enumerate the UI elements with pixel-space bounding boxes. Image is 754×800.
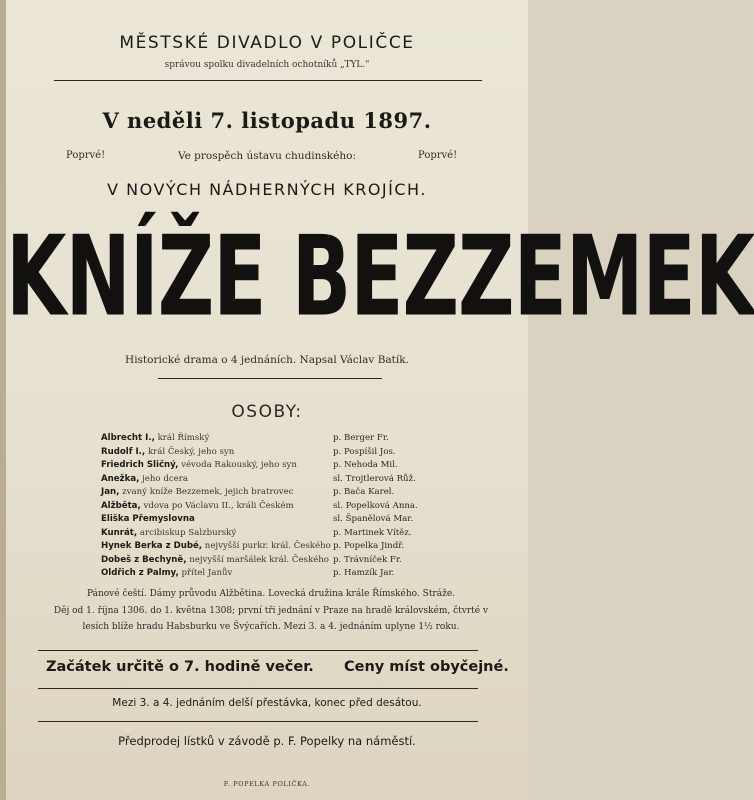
ticket-prices: Ceny míst obyčejné. <box>344 659 509 675</box>
cast-row <box>101 500 481 514</box>
role-description: zvaný kníže Bezzemek, jejich bratrovec <box>122 487 294 497</box>
cast-role <box>101 432 209 446</box>
cast-role <box>101 567 232 581</box>
role-name: Alžběta, <box>101 500 141 511</box>
divider <box>38 650 478 651</box>
cast-role <box>101 459 297 473</box>
role-name: Anežka, <box>101 473 140 484</box>
role-name: Rudolf I., <box>101 446 146 457</box>
costumes-line: V NOVÝCH NÁDHERNÝCH KROJÍCH. <box>107 180 427 199</box>
play-subtitle: Historické drama o 4 jednáních. Napsal Václav Batík. <box>125 354 409 366</box>
actor-name: p. Nehoda Mil. <box>333 460 398 470</box>
cast-role <box>101 500 294 514</box>
role-description: arcibiskup Salzburský <box>139 527 237 538</box>
benefit-line: Ve prospěch ústavu chudinského: <box>177 150 357 162</box>
divider <box>38 688 478 689</box>
role-description: král Český, jeho syn <box>147 446 235 457</box>
cast-row <box>101 473 481 487</box>
role-description: vévoda Rakouský, jeho syn <box>181 460 297 470</box>
role-description: nejvyšší purkr. král. Českého <box>204 541 331 551</box>
cast-role <box>101 554 329 568</box>
actor-name: p. Martinek Vítěz. <box>333 527 412 538</box>
role-name: Oldřich z Palmy, <box>101 568 179 578</box>
extras-note: Pánové čeští. Dámy průvodu Alžbětina. Lovecká družina krále Římského. Stráže. <box>86 589 456 599</box>
cast-row <box>101 432 481 446</box>
actor-name: p. Pospíšil Jos. <box>333 446 396 457</box>
setting-note: Děj od 1. října 1306. do 1. května 1308; první tři jednání v Praze na hradě královském, čtvrté v lesích blíže hradu Habsburku ve Švýcařích. Mezi 3. a 4. jednáním uplyne 1½ roku. <box>53 606 489 632</box>
cast-role <box>101 540 331 554</box>
premiere-label-left: Poprvé! <box>66 150 106 161</box>
cast-row <box>101 513 481 527</box>
role-name: Jan, <box>101 487 120 497</box>
divider <box>158 378 382 379</box>
role-name: Hynek Berka z Dubé, <box>101 541 203 551</box>
presale-note: Předprodej lístků v závodě p. F. Popelky na náměstí. <box>118 734 416 748</box>
role-description: přítel Janův <box>181 568 233 578</box>
role-description: jeho dcera <box>142 473 188 484</box>
cast-row <box>101 486 481 500</box>
role-description: nejvyšší maršálek král. Českého <box>189 554 329 565</box>
cast-role <box>101 486 294 500</box>
divider <box>54 80 482 81</box>
managing-society: správou spolku divadelních ochotníků „TYL." <box>164 60 370 70</box>
cast-role <box>101 473 188 487</box>
cast-role <box>101 513 195 527</box>
cast-row <box>101 459 481 473</box>
role-name: Kunrát, <box>101 527 138 538</box>
cast-list <box>101 432 481 581</box>
persons-heading: OSOBY: <box>231 402 303 422</box>
cast-row <box>101 540 481 554</box>
premiere-label-right: Poprvé! <box>418 150 458 161</box>
divider <box>38 721 478 722</box>
cast-role <box>101 446 234 460</box>
role-name: Eliška Přemyslovna <box>101 514 195 524</box>
cast-row <box>101 554 481 568</box>
actor-name: p. Bača Karel. <box>333 487 395 497</box>
role-name: Friedrich Sličný, <box>101 460 179 470</box>
printer-imprint: F. POPELKA POLIČKA. <box>223 780 311 788</box>
actor-name: p. Hamzík Jar. <box>333 568 395 578</box>
start-time: Začátek určitě o 7. hodině večer. <box>46 659 314 675</box>
actor-name: p. Berger Fr. <box>333 433 389 443</box>
cast-row <box>101 446 481 460</box>
actor-name: sl. Španělová Mar. <box>333 514 414 524</box>
intermission-note: Mezi 3. a 4. jednáním delší přestávka, konec před desátou. <box>112 697 422 709</box>
play-title: KNÍŽE BEZZEMEK <box>6 213 754 342</box>
cast-row <box>101 567 481 581</box>
role-description: vdova po Václavu II., králi Českém <box>143 500 294 511</box>
actor-name: p. Trávníček Fr. <box>333 554 402 565</box>
performance-date: V neděli 7. listopadu 1897. <box>102 108 432 133</box>
role-description: král Římský <box>157 433 210 443</box>
role-name: Albrecht I., <box>101 433 155 443</box>
cast-role <box>101 527 236 541</box>
actor-name: p. Popelka Jindř. <box>333 541 405 551</box>
theatre-name: MĚSTSKÉ DIVADLO V POLIČCE <box>119 33 415 53</box>
actor-name: sl. Popelková Anna. <box>333 500 418 511</box>
role-name: Dobeš z Bechyně, <box>101 554 187 565</box>
cast-row <box>101 527 481 541</box>
actor-name: sl. Trojtlerová Růž. <box>333 473 416 484</box>
